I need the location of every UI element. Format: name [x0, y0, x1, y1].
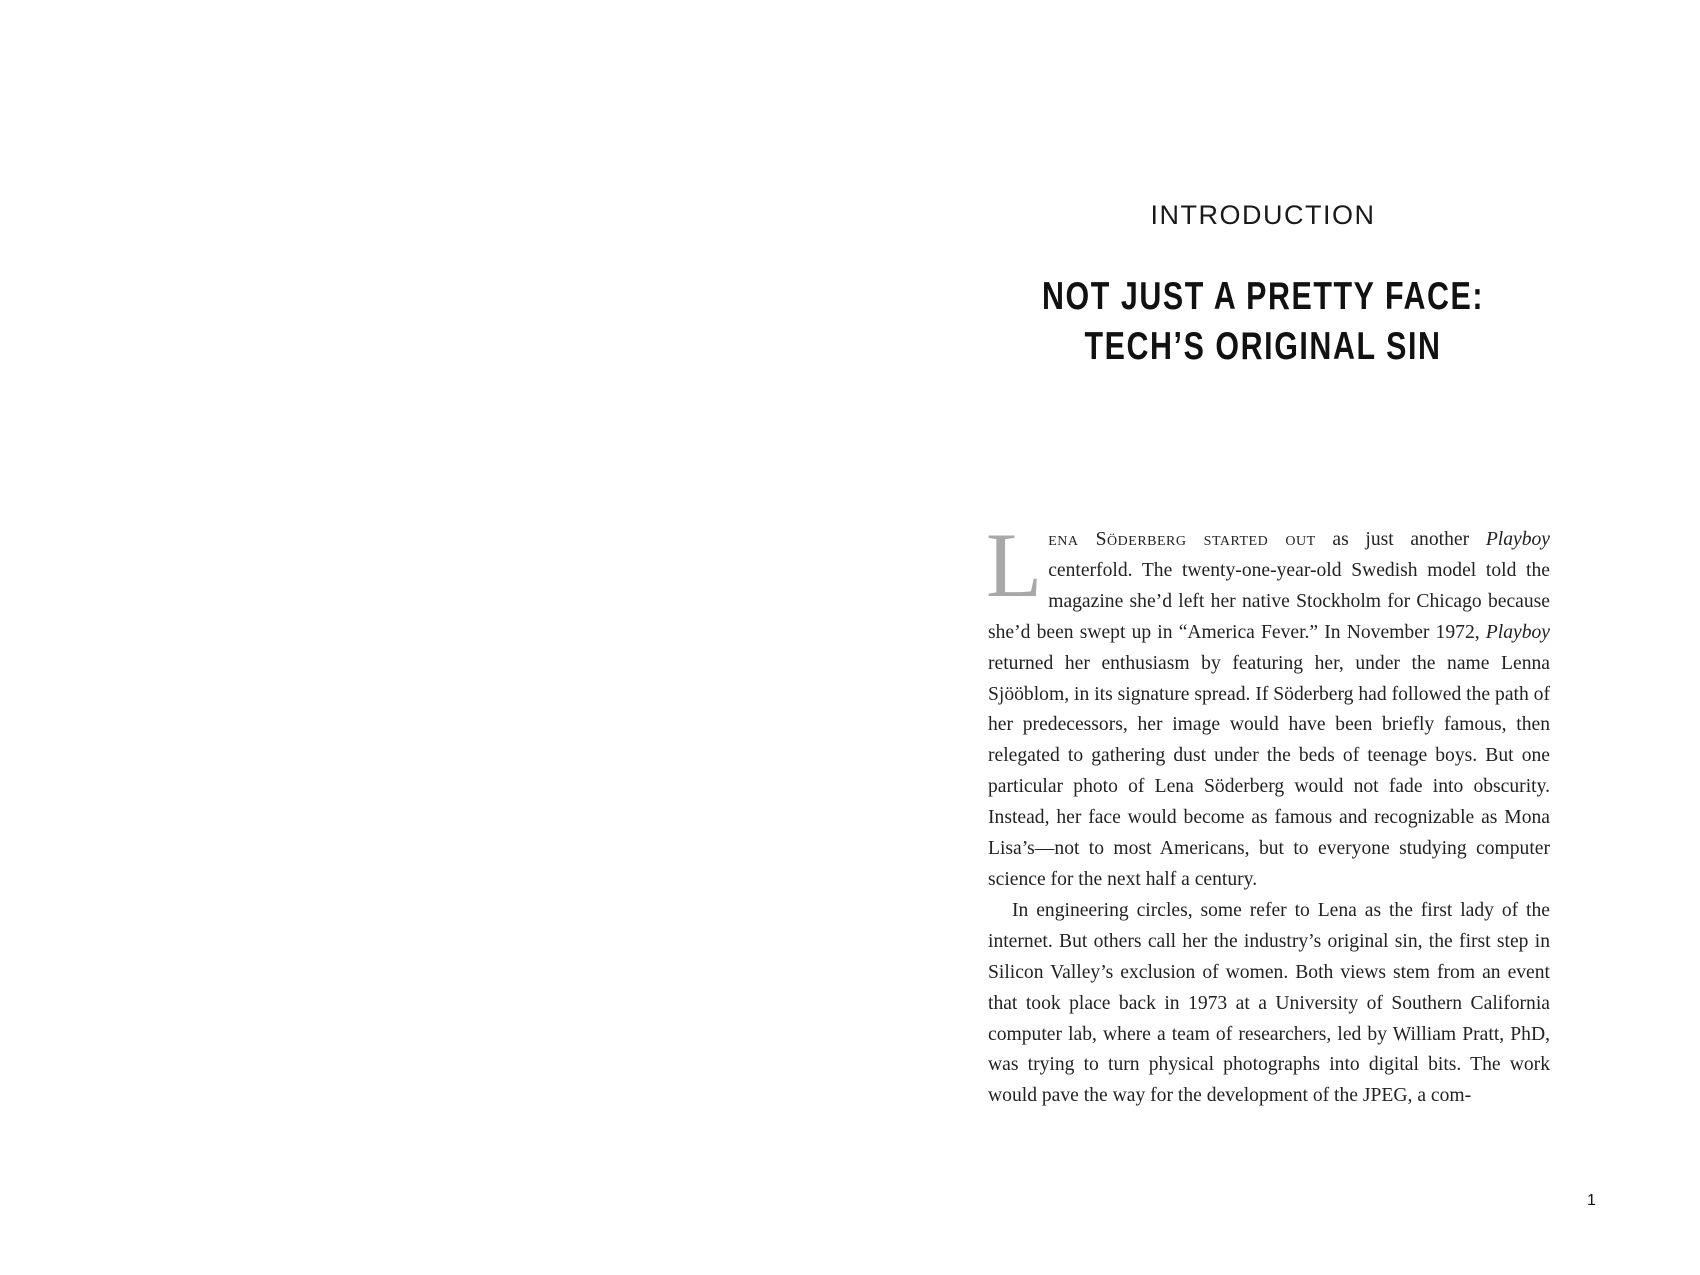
chapter-label: INTRODUCTION [1150, 200, 1376, 230]
chapter-title-line-2: TECH’S ORIGINAL SIN [1084, 325, 1442, 368]
paragraph-1-part-b: centerfold. The twenty-one-year-old Swedish model told the magazine she’d left her native Stockholm for Chicago because she’d been swept up in “America Fever.” In November 1972, [988, 559, 1550, 643]
italic-playboy-1: Playboy [1485, 529, 1551, 550]
paragraph-1 [986, 514, 1551, 896]
body-text [986, 514, 1551, 1112]
paragraph-1-part-a: as just another [1315, 529, 1486, 550]
right-page [850, 0, 1700, 1275]
italic-playboy-2: Playboy [1485, 621, 1550, 643]
chapter-title [1021, 272, 1505, 372]
chapter-title-line-1: NOT JUST A PRETTY FACE: [1041, 275, 1485, 318]
page-number: 1 [1587, 1192, 1596, 1209]
drop-cap: L [986, 514, 1043, 616]
paragraph-1-part-c: returned her enthusiasm by featuring her, under the name Lenna Sjööblom, in its signature spread. If Söderberg had followed the path of her predecessors, her image would have been briefly famous, then relegated to gathering dust under the beds of teenage boys. But one particular photo of Lena Söderberg would not fade into obscurity. Instead, her face would become as famous and recognizable as Mona Lisa’s—not to most Americans, but to everyone studying computer science for the next half a century. [988, 652, 1550, 890]
paragraph-2: In engineering circles, some refer to Lena as the first lady of the internet. But others call her the industry’s original sin, the first step in Silicon Valley’s exclusion of women. Both views stem from an event that took place back in 1973 at a University of Southern California computer lab, where a team of researchers, led by William Pratt, PhD, was trying to turn physical photographs into digital bits. The work would pave the way for the development of the JPEG, a com- [988, 899, 1550, 1107]
opening-small-caps: ena Söderberg started out [1048, 529, 1316, 550]
